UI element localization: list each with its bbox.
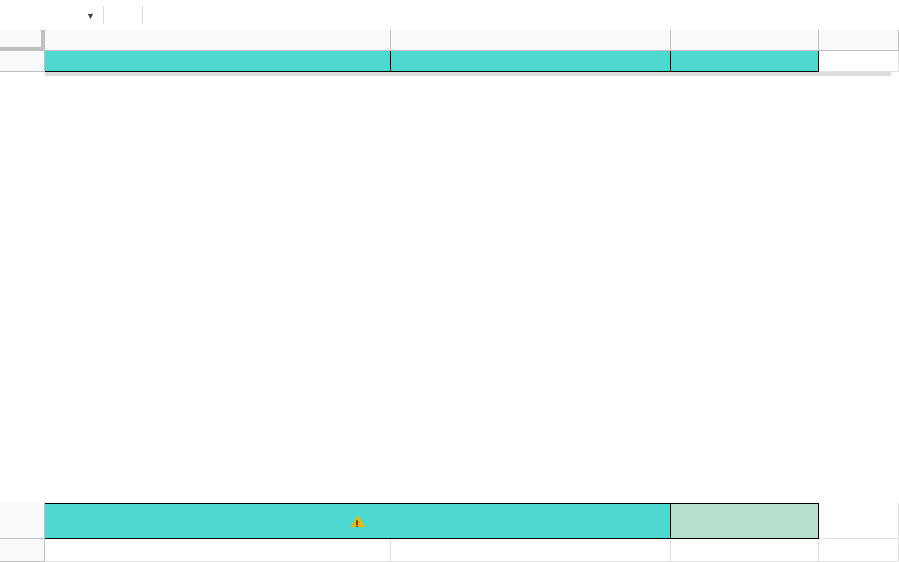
cell-d[interactable] — [819, 539, 899, 562]
freeze-divider[interactable] — [45, 72, 891, 76]
row-header[interactable] — [0, 539, 45, 562]
select-all-corner[interactable] — [0, 30, 45, 51]
row-header[interactable] — [0, 503, 45, 539]
header-thematique[interactable] — [391, 51, 671, 72]
row-header[interactable] — [0, 51, 45, 72]
total-label[interactable] — [45, 503, 671, 539]
column-header-d[interactable] — [819, 30, 899, 51]
column-header-a[interactable] — [45, 30, 391, 51]
formula-bar-divider — [142, 6, 143, 24]
name-box-dropdown-icon[interactable]: ▼ — [86, 11, 95, 21]
name-box[interactable] — [0, 5, 100, 25]
cell-b[interactable] — [391, 539, 671, 562]
cell-c[interactable] — [671, 539, 819, 562]
header-jeu-souhaite[interactable] — [671, 51, 819, 72]
warning-icon — [351, 515, 365, 527]
cell-a[interactable] — [45, 539, 391, 562]
cell-d[interactable] — [819, 503, 899, 539]
formula-bar — [0, 0, 899, 31]
cell-d[interactable] — [819, 51, 899, 72]
total-label-line2 — [348, 513, 368, 530]
header-jeu-de-donnees[interactable] — [45, 51, 391, 72]
column-header-c[interactable] — [671, 30, 819, 51]
formula-bar-divider — [103, 6, 104, 24]
column-header-b[interactable] — [391, 30, 671, 51]
total-value[interactable] — [671, 503, 819, 539]
